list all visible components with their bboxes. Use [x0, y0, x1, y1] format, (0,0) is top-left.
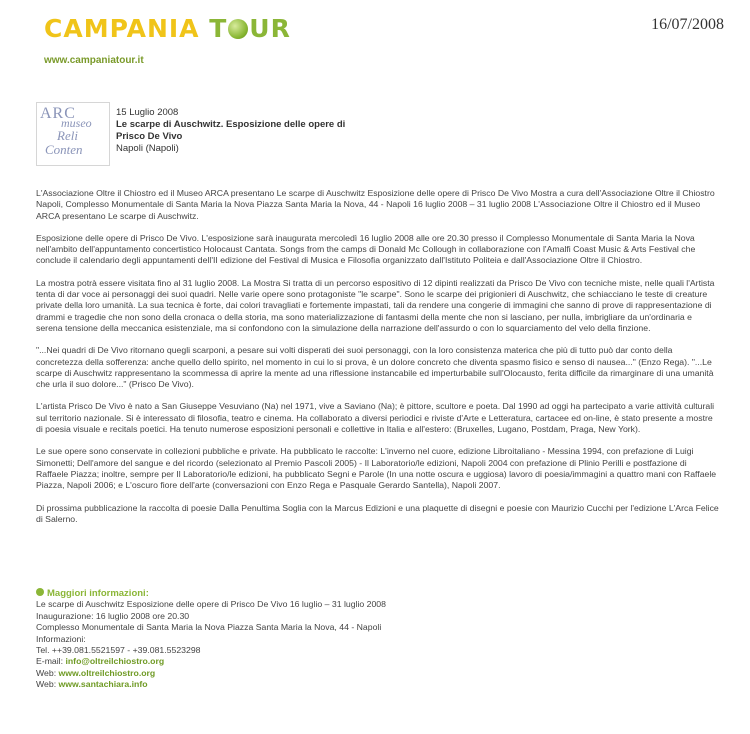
paragraph: Le sue opere sono conservate in collezioni pubbliche e private. Ha pubblicato le raccolte: L'inverno nel cuore, edizione Libroitaliano - Messina 1994, con prefazione di Luigi Simonetti; Dell'amore del sangue e del ricordo (selezionato al Premio Pascoli 2005) - Il Laboratorio/le edizioni, Napoli 2004 con prefazione di Plinio Perilli e postfazione di Raffaele Piazza; inoltre, sempre per Il Laboratorio/le edizioni, ha pubblicato Segni e Parole (In una notte oscura e uggiosa) lavoro di poesia/immagini a quattro mani con Raffaele Piazza, Napoli 2006; e L'oscuro fiore dell'arte (conversazioni con Enzo Rega e Pasquale Gerardo Santella), Napoli 2007.: [36, 446, 717, 491]
globe-icon: [228, 19, 248, 39]
web-label: Web:: [36, 667, 59, 678]
paragraph: La mostra potrà essere visitata fino al 31 luglio 2008. La Mostra Si tratta di un percorso espositivo di 12 dipinti realizzati da Prisco De Vivo con tecniche miste, nelle quali l'Artista tenta di dar voce ai personaggi dei suoi quadri. Nelle varie opere sono protagoniste "le scarpe". Sono le scarpe dei prigionieri di Auschwitz, che schiacciano le teste di creature private della loro umanità. La sua tecnica è forte, dai colori travagliati e fortemente impastati, tali da rendere una congerie di immagini che sanno di prove di rappresentazione di drammi e tragedie che non sono della cronaca o della storia, ma sono materializzazione di fantasmi della mente che non si lasciano, per nulla, imbrigliare da un'ordinaria e serena tensione della meccanica esistenziale, ma si confondono con la simulazione della narrazione dell'assurdo o con lo squarciamento del velo della finzione.: [36, 277, 715, 333]
bullet-icon: [36, 588, 44, 596]
article-title-line2: Prisco De Vivo: [116, 131, 183, 142]
info-line: Informazioni:: [36, 633, 86, 644]
web-link-santachiara[interactable]: www.santachiara.info: [58, 679, 148, 690]
article-date: 15 Luglio 2008: [116, 107, 179, 118]
email-link[interactable]: info@oltreilchiostro.org: [65, 656, 165, 667]
web-row: [36, 668, 386, 679]
article-header: [116, 107, 345, 155]
web-link-oltreilchiostro[interactable]: www.oltreilchiostro.org: [58, 667, 156, 678]
web-row: [36, 679, 386, 690]
thumb-text-conten: Conten: [45, 142, 83, 157]
paragraph: L'Associazione Oltre il Chiostro ed il Museo ARCA presentano Le scarpe di Auschwitz Esposizione delle opere di Prisco De Vivo Mostra a cura dell'Associazione Oltre il Chiostro Napoli, Complesso Monumentale di Santa Maria la Nova Piazza Santa Maria la Nova, 44 - Napoli 16 luglio 2008 – 31 luglio 2008 L'Associazione Oltre il Chiostro ed il Museo ARCA presentano Le scarpe di Auschwitz.: [36, 188, 715, 221]
logo-text-ur: UR: [249, 14, 291, 43]
more-info-section: [36, 588, 386, 691]
email-row: [36, 656, 386, 667]
campania-tour-logo: [44, 14, 291, 43]
arca-museum-thumbnail: [36, 102, 110, 166]
article-title-line1: Le scarpe di Auschwitz. Esposizione delle opere di: [116, 119, 346, 130]
thumb-text-museo: museo: [61, 116, 92, 130]
logo-text-campania: CAMPANIA: [44, 14, 210, 43]
article-location: Napoli (Napoli): [116, 143, 179, 154]
email-label: E-mail:: [36, 656, 66, 667]
thumb-text-reli: Reli: [57, 128, 78, 143]
paragraph: L'artista Prisco De Vivo è nato a San Giuseppe Vesuviano (Na) nel 1971, vive a Saviano (Na); è pittore, scultore e poeta. Dal 1990 ad oggi ha partecipato a varie attività culturali sul territorio nazionale. Si è interessato di filosofia, teatro e cinema. Ha collaborato a diversi periodici e riviste d'Arte e Letteratura, cartacee ed on-line, è stato presente a mostre di poesia visuale e recitals poetici. Ha tenuto numerose esposizioni personali e collettive in Italia e all'estero: (Bruxelles, Lugano, Postdam, Praga, New York).: [36, 401, 715, 435]
paragraph: Di prossima pubblicazione la raccolta di poesie Dalla Penultima Soglia con la Marcus Edizioni e una plaquette di disegni e poesie con Maurizio Cucchi per l'edizione L'Arca Felice di Salerno.: [36, 502, 719, 524]
info-line: Le scarpe di Auschwitz Esposizione delle opere di Prisco De Vivo 16 luglio – 31 luglio 2008: [36, 599, 386, 610]
paragraph: Esposizione delle opere di Prisco De Vivo. L'esposizione sarà inaugurata mercoledì 16 luglio 2008 alle ore 20.30 presso il Complesso Monumentale di Santa Maria la Nova nell'ambito dell'appuntamento concertistico Holocaust Cantata. Songs from the camps di Donald Mc Collough in collaborazione con l'Amalfi Coast Music & Arts Festival che conclude il calendario degli appuntamenti dell'II edizione del Festival di Musica e Filosofia organizzato dall'Istituto Politeia e dall'Associazione Oltre il Chiostro.: [36, 232, 696, 266]
more-info-title: Maggiori informazioni:: [47, 588, 149, 599]
info-line: Complesso Monumentale di Santa Maria la Nova Piazza Santa Maria la Nova, 44 - Napoli: [36, 622, 382, 633]
article-body: [36, 188, 720, 536]
site-url: www.campaniatour.it: [44, 55, 144, 66]
logo-text-t: T: [209, 14, 228, 43]
thumb-text-arc: ARC: [40, 105, 76, 122]
info-line: Inaugurazione: 16 luglio 2008 ore 20.30: [36, 610, 190, 621]
web-label: Web:: [36, 679, 59, 690]
info-line: Tel. ++39.081.5521597 - +39.081.5523298: [36, 645, 201, 656]
print-date: 16/07/2008: [651, 16, 724, 33]
paragraph: "...Nei quadri di De Vivo ritornano quegli scarponi, a pesare sui volti disperati dei suoi personaggi, con la loro consistenza materica che più di tutto può dar conto della concretezza della sofferenza: anche quello dello spirito, nel momento in cui lo si prova, è un dolore concreto che diventa spasmo fisico e senso di nausea..." (Enzo Rega). "...Le scarpe di Auschwitz rappresentano la scommessa di aprire la mente ad una riflessione instancabile ed imperturbabile sull'Olocausto, ferita difficile da rimarginare di una umanità che urla il suo dolore..." (Prisco De Vivo).: [36, 345, 714, 390]
more-info-title-row: [36, 588, 386, 599]
